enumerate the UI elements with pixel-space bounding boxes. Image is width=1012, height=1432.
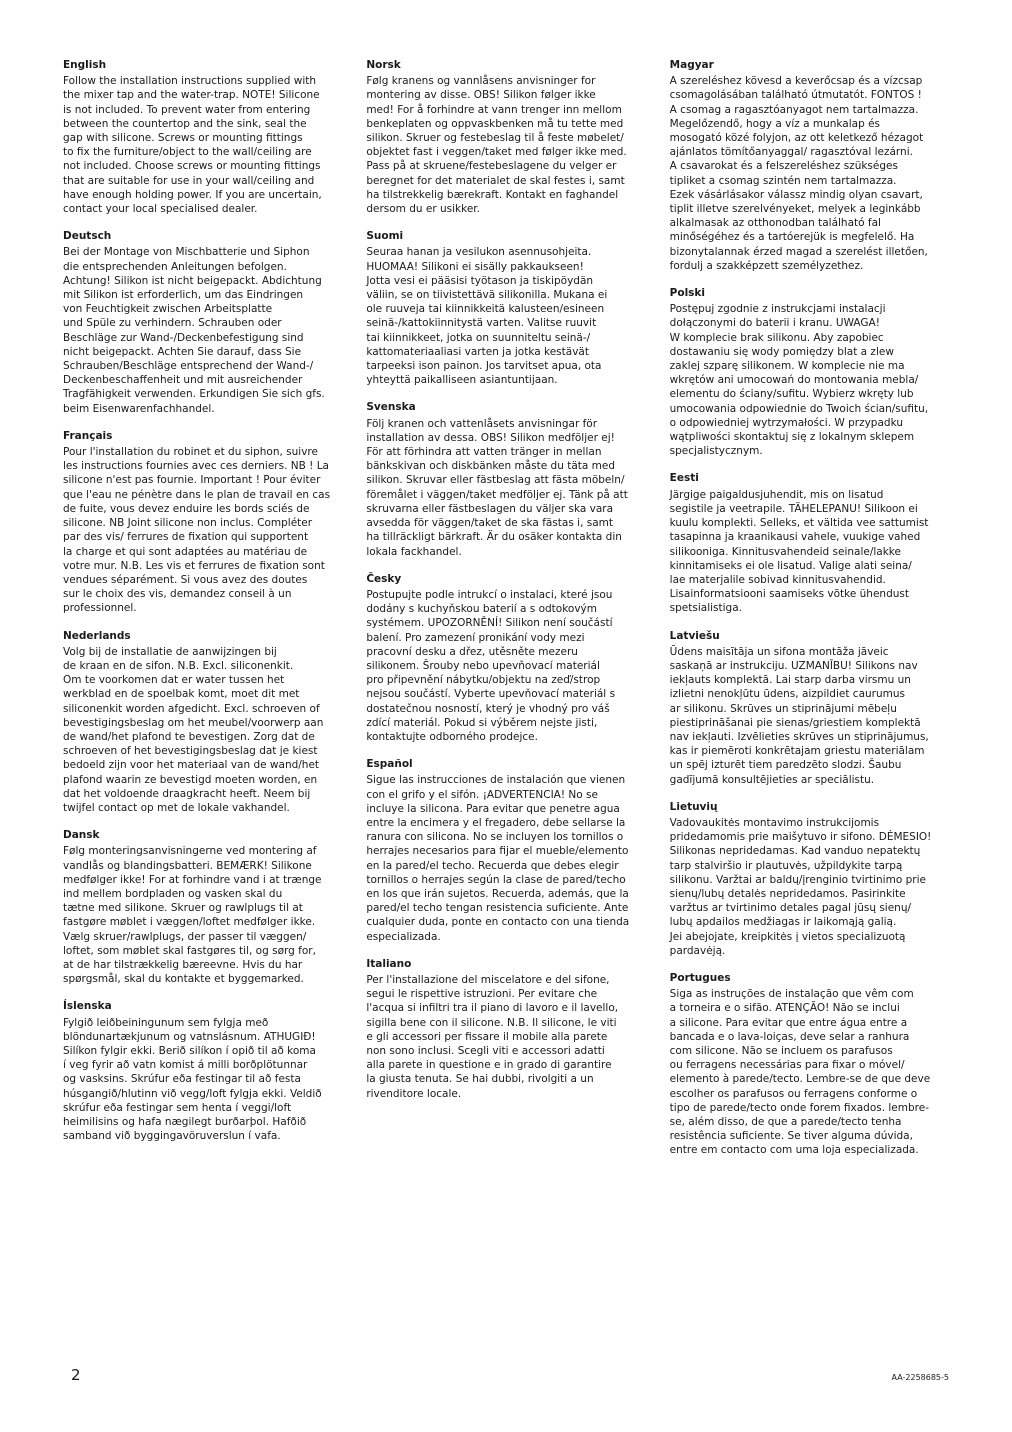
language-section (366, 757, 645, 944)
language-section (670, 971, 949, 1158)
language-text: Følg monteringsanvisningerne ved montering af vandlås og blandingsbatteri. BEMÆRK! Silikone medfølger ikke! For at forhindre vand i at trænge ind mellem bordpladen og vasken skal du tætne med silikone. Skruer og rawlplugs til at fastgøre møblet i væggen/loftet medfølger ikke. Vælg skruer/rawlplugs, der passer til væggen/ loftet, som møblet skal fastgøres til, og sørg for, at de har tilstrækkelig bæreevne. Hvis du har spørgsmål, skal du kontakte et byggemarked. (63, 845, 322, 986)
language-text: Per l'installazione del miscelatore e del sifone, segui le rispettive istruzioni. Per evitare che l'acqua si infiltri tra il piano di lavoro e il lavello, sigilla bene con il silicone. N.B. Il silicone, le viti e gli accessori per fissare il mobile alla parete non sono inclusi. Scegli viti e accessori adatti alla parete in questione e in grado di garantire la giusta tenuta. Se hai dubbi, rivolgiti a un rivenditore locale. (366, 973, 619, 1100)
language-text: Følg kranens og vannlåsens anvisninger for montering av disse. OBS! Silikon følger ikke med! For å forhindre at vann trenger inn mellom benkeplaten og oppvaskbenken må tu tette med silikon. Skruer og festebeslag til å feste møbelet/ objektet fast i veggen/taket med følger ikke med. Pass på at skruene/festebeslagene du velger er beregnet for det materialet de skal festes i, samt ha tilstrekkelig bærekraft. Kontakt en faghandel dersom du er usikker. (366, 75, 627, 216)
language-text: Fylgið leiðbeiningunum sem fylgja með blöndunartækjunum og vatnslásnum. ATHUGIÐ! Silíkon fylgir ekki. Berið silíkon í opið til að koma í veg fyrir að vatn komist á milli borðplötunnar og vasksins. Skrúfur eða festingar til að festa húsgangið/hlutinn við vegg/loft fylgja ekki. Veldið skrúfur eða festingar sem henta í veggi/loft heimilisins og hafa nægilegt burðarþol. Hafðið samband við byggingavöruverslun í vafa. (63, 1016, 322, 1143)
language-heading: Latviešu (669, 629, 720, 642)
language-heading: Eesti (669, 472, 699, 485)
columns-container (63, 58, 949, 1171)
language-section (366, 957, 645, 1101)
language-heading: Polski (669, 287, 705, 300)
column-1 (63, 58, 342, 1171)
language-text: Följ kranen och vattenlåsets anvisningar för installation av dessa. OBS! Silikon medföljer ej! För att förhindra att vatten tränger in mellan bänkskivan och diskbänken måste du täta med silikon. Skruvar eller fästbeslag att fästa möbeln/ föremålet i väggen/taket medföljer ej. Tänk på att skruvarna eller fästbeslagen du väljer ska vara avsedda för väggen/taket de ska fästas i, samt ha tillräckligt bärkraft. Är du osäker kontakta din lokala fackhandel. (366, 417, 628, 558)
language-section (63, 629, 342, 816)
language-heading: English (63, 59, 107, 71)
page-number: 2 (71, 1366, 81, 1384)
language-section (670, 471, 949, 615)
language-heading: Česky (366, 572, 402, 585)
column-3 (670, 58, 949, 1171)
language-text: Postępuj zgodnie z instrukcjami instalacji dołączonymi do baterii i kranu. UWAGA! W komplecie brak silikonu. Aby zapobiec dostawaniu się wody pomiędzy blat a zlew zaklej szparę silikonem. W komplecie nie ma wkrętów ani umocowań do montowania mebla/ elementu do ściany/sufitu. Wybierz wkręty lub umocowania odpowiednie do Twoich ścian/sufitu, o odpowiedniej wytrzymałości. W przypadku wątpliwości skontaktuj się z lokalnym sklepem specjalistycznym. (669, 303, 929, 458)
language-text: A szereléshez kövesd a keverőcsap és a vízcsap csomagolásában található útmutatót. FONTOS ! A csomag a ragasztóanyagot nem tartalmazza. Megelőzendő, hogy a víz a munkalap és mosogató közé folyjon, az ott keletkező hézagot ajánlatos tömítőanyaggal/ ragasztóval lezárni. A csavarokat és a felszereléshez szükséges tipliket a csomag szintén nem tartalmazza. Ezek vásárlásakor válassz mindig olyan csavart, tiplit illetve szerelvényeket, melyek a leginkább alkalmasak az otthonodban található fal minőségéhez és a tartóerejük is megfelelő. Ha bizonytalannak érzed magad a szerelést illetően, fordulj a szakképzett személyzethez. (669, 75, 928, 272)
column-2 (366, 58, 645, 1171)
language-heading: Suomi (366, 230, 404, 243)
language-text: Pour l'installation du robinet et du siphon, suivre les instructions fournies avec ces derniers. NB ! La silicone n'est pas fournie. Important ! Pour éviter que l'eau ne pénètre dans le plan de travail en cas de fuite, vous devez enduire les bords sciés de silicone. NB Joint silicone non inclus. Compléter par des vis/ ferrures de fixation qui supportent la charge et qui sont adaptées au matériau de votre mur. N.B. Les vis et ferrures de fixation sont vendues séparément. Si vous avez des doutes sur le choix des vis, demandez conseil à un professionnel. (63, 446, 331, 615)
language-section (366, 572, 645, 744)
language-section (63, 828, 342, 986)
language-text: Follow the installation instructions supplied with the mixer tap and the water-trap. NOTE! Silicone is not included. To prevent water from entering between the countertop and the sink, seal the gap with silicone. Screws or mounting fittings to fix the furniture/object to the wall/ceiling are not included. Choose screws or mounting fittings that are suitable for use in your wall/ceiling and have enough holding power. If you are uncertain, contact your local specialised dealer. (63, 75, 322, 216)
language-section (366, 229, 645, 387)
language-text: Vadovaukitės montavimo instrukcijomis pridedamomis prie maišytuvo ir sifono. DĖMESIO! Silikonas nepridedamas. Kad vanduo nepatektų tarp stalviršio ir plautuvės, užpildykite tarpą silikonu. Varžtai ar baldų/įrenginio tvirtinimo prie sienų/lubų detalės nepridedamos. Pasirinkite varžtus ar tvirtinimo detales pagal jūsų sienų/ lubų apdailos medžiagas ir laikomąją galią. Jei abejojate, kreipkitės į vietos specializuotą pardavėją. (669, 816, 932, 957)
language-text: Postupujte podle intrukcí o instalaci, které jsou dodány s kuchyňskou baterií a s odtokovým systémem. UPOZORNĚNÍ! Silikon není součástí balení. Pro zamezení pronikání vody mezi pracovní desku a dřez, utěsněte mezeru silikonem. Šrouby nebo upevňovací materiál pro připevnění nábytku/objektu na zeď/strop nejsou součástí. Vyberte upevňovací materiál s dostatečnou nosností, který je vhodný pro váš zdící materiál. Pokud si výběrem nejste jisti, kontaktujte odborného prodejce. (366, 588, 616, 743)
language-text: Volg bij de installatie de aanwijzingen bij de kraan en de sifon. N.B. Excl. siliconenkit. Om te voorkomen dat er water tussen het werkblad en de spoelbak komt, moet dit met siliconenkit worden afgedicht. Excl. schroeven of bevestigingsbeslag om het meubel/voorwerp aan de wand/het plafond te bevestigen. Zorg dat de schroeven of het bevestigingsbeslag dat je kiest bedoeld zijn voor het materiaal van de wand/het plafond waarin ze bevestigd moeten worden, en dat het voldoende draagkracht heeft. Neem bij twijfel contact op met de lokale vakhandel. (63, 645, 324, 814)
language-heading: Lietuvių (669, 800, 718, 813)
language-heading: Español (366, 758, 413, 771)
language-section (63, 229, 342, 416)
language-heading: Norsk (366, 59, 401, 71)
language-heading: Dansk (63, 829, 100, 842)
language-section (670, 800, 949, 958)
language-section (670, 58, 949, 273)
language-heading: Íslenska (63, 1000, 112, 1013)
language-heading: Italiano (366, 957, 412, 970)
language-text: Bei der Montage von Mischbatterie und Siphon die entsprechenden Anleitungen befolgen. Achtung! Silikon ist nicht beigepackt. Abdichtung mit Silikon ist erforderlich, um das Eindringen von Feuchtigkeit zwischen Arbeitsplatte und Spüle zu verhindern. Schrauben oder Beschläge zur Wand-/Deckenbefestigung sind nicht beigepackt. Achten Sie darauf, dass Sie Schrauben/Beschläge entsprechend der Wand-/ Deckenbeschaffenheit und mit ausreichender Tragfähigkeit verwenden. Erkundigen Sie sich gfs. beim Eisenwarenfachhandel. (63, 246, 325, 415)
language-heading: Portugues (669, 971, 731, 984)
language-heading: Deutsch (63, 230, 112, 243)
language-section (63, 999, 342, 1143)
language-text: Ūdens maisītāja un sifona montāža jāveic saskaņā ar instrukciju. UZMANĪBU! Silikons nav iekļauts komplektā. Lai starp darba virsmu un izlietni nenokļūtu ūdens, aizpildiet caurumus ar silikonu. Skrūves un stiprinājumi mēbeļu piestiprināšanai pie sienas/griestiem komplektā nav iekļauti. Izvēlieties skrūves un stiprinājumus, kas ir piemēroti konkrētajam griestu materiālam un spēj izturēt tiem paredzēto slodzi. Šaubu gadījumā konsultējieties ar speciālistu. (669, 645, 929, 786)
language-heading: Nederlands (63, 629, 131, 642)
language-text: Siga as instruções de instalação que vêm com a torneira e o sifão. ATENÇÃO! Não se inclui a silicone. Para evitar que entre água entre a bancada e o lava-loiças, deve selar a ranhura com silicone. Não se incluem os parafusos ou ferragens necessárias para fixar o móvel/ elemento à parede/tecto. Lembre-se de que deve escolher os parafusos ou ferragens conforme o tipo de parede/tecto onde forem fixados. lembre- se, além disso, de que a parede/tecto tenha resistência suficiente. Se tiver alguma dúvida, entre em contacto com uma loja especializada. (669, 988, 931, 1157)
language-text: Järgige paigaldusjuhendit, mis on lisatud segistile ja veetrapile. TÄHELEPANU! Silikoon ei kuulu komplekti. Selleks, et vältida vee sattumist tasapinna ja kraanikausi vahele, vuukige vahed silikooniga. Kinnitusvahendeid seinale/lakke kinnitamiseks ei ole lisatud. Valige alati seina/ lae materjalile sobivad kinnitusvahendid. Lisainformatsiooni saamiseks võtke ühendust spetsialistiga. (669, 488, 929, 615)
document-code: AA-2258685-5 (891, 1373, 949, 1382)
language-section (366, 58, 645, 216)
language-section (63, 58, 342, 216)
language-section (670, 629, 949, 787)
language-text: Seuraa hanan ja vesilukon asennusohjeita. HUOMAA! Silikoni ei sisälly pakkaukseen! Jotta vesi ei pääsisi työtason ja tiskipöydän väliin, se on tiivistettävä silikonilla. Mukana ei ole ruuveja tai kiinnikkeitä kalusteen/esineen seinä-/kattokiinnitystä varten. Valitse ruuvit tai kiinnikkeet, jotka on suunniteltu seinä-/ kattomateriaaliasi varten ja jotka kestävät tarpeeksi ison painon. Jos tarvitset apua, ota yhteyttä paikalliseen asiantuntijaan. (366, 246, 608, 387)
language-heading: Français (63, 429, 113, 442)
language-section (670, 286, 949, 458)
language-heading: Svenska (366, 401, 416, 414)
language-text: Sigue las instrucciones de instalación que vienen con el grifo y el sifón. ¡ADVERTENCIA! No se incluye la silicona. Para evitar que penetre agua entre la encimera y el fregadero, debe sellarse la ranura con silicona. No se incluyen los tornillos o herrajes necesarios para fijar el mueble/elemento en la pared/el techo. Recuerda que debes elegir tornillos o herrajes según la clase de pared/techo en los que irán sujetos. Recuerda, además, que la pared/el techo tengan resistencia suficiente. Ante cualquier duda, ponte en contacto con una tienda especializada. (366, 774, 630, 943)
language-heading: Magyar (669, 59, 714, 71)
language-section (63, 429, 342, 616)
language-section (366, 400, 645, 558)
